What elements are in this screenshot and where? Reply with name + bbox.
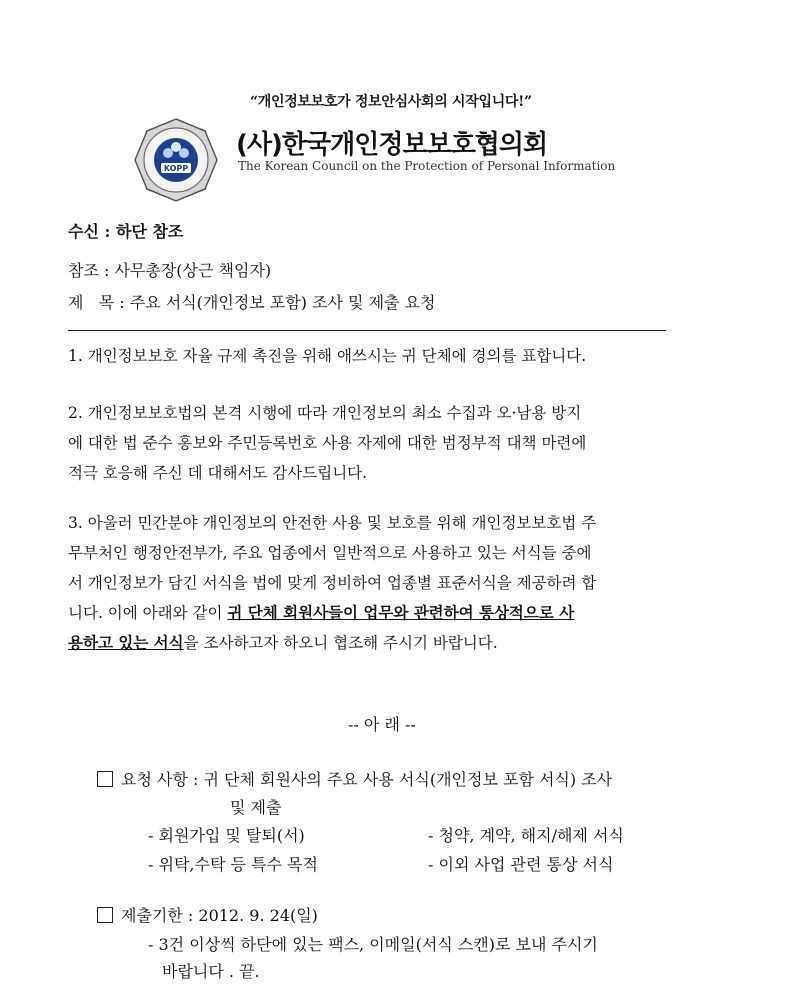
seal-text: KOPP <box>163 164 189 173</box>
organization-name-english: The Korean Council on the Protection of Personal Information <box>238 159 616 173</box>
checkbox-icon <box>97 771 113 787</box>
deadline-item <box>97 903 318 926</box>
section-heading: -- 아 래 -- <box>348 715 416 734</box>
paragraph-3 <box>68 508 596 658</box>
paragraph-1-text: 1. 개인정보보호 자율 규제 촉진을 위해 애쓰시는 귀 단체에 경의를 표합니다. <box>68 347 587 365</box>
paragraph-3-line-2: 무부처인 행정안전부가, 주요 업종에서 일반적으로 사용하고 있는 서식들 중에 <box>68 544 592 562</box>
paragraph-2 <box>68 398 586 488</box>
recipient-line: 수신 : 하단 참조 <box>68 222 184 241</box>
slogan: “개인정보보호가 정보안심사회의 시작입니다!” <box>250 94 532 110</box>
list-item: - 이외 사업 관련 통상 서식 <box>428 855 614 874</box>
checkbox-icon <box>97 907 113 923</box>
paragraph-2-line-2: 에 대한 법 준수 홍보와 주민등록번호 사용 자제에 대한 범정부적 대책 마련에 <box>68 434 587 452</box>
emphasized-text-cont: 용하고 있는 서식 <box>68 633 184 652</box>
paragraph-2-line-1: 2. 개인정보보호법의 본격 시행에 따라 개인정보의 최소 수집과 오·남용 방지 <box>68 404 582 422</box>
request-line-2: 및 제출 <box>230 798 282 817</box>
list-item: - 위탁,수탁 등 특수 목적 <box>148 855 318 874</box>
list-item: - 청약, 계약, 해지/해제 서식 <box>428 826 624 845</box>
subject-line: 제 목 : 주요 서식(개인정보 포함) 조사 및 제출 요청 <box>68 293 436 312</box>
emphasized-text: 귀 단체 회원사들이 업무와 관련하여 통상적으로 사 <box>227 603 575 622</box>
request-item <box>97 767 612 790</box>
paragraph-3-line-5 <box>68 628 596 658</box>
deadline-text: 제출기한 : 2012. 9. 24(일) <box>121 906 318 925</box>
paragraph-3-line-1: 3. 아울러 민간분야 개인정보의 안전한 사용 및 보호를 위해 개인정보보호법 주 <box>68 514 597 532</box>
paragraph-3-line-4 <box>68 598 596 628</box>
list-item: - 회원가입 및 탈퇴(서) <box>148 826 305 845</box>
paragraph-3-line-4-text: 니다. 이에 아래와 같이 <box>68 604 228 622</box>
organization-name-korean: (사)한국개인정보보호협의회 <box>236 130 548 160</box>
deadline-note-2: 바랍니다 . 끝. <box>162 962 260 981</box>
divider <box>68 330 666 331</box>
paragraph-1 <box>68 341 586 371</box>
organization-seal-icon <box>133 117 219 203</box>
request-line-1: 요청 사항 : 귀 단체 회원사의 주요 사용 서식(개인정보 포함 서식) 조사 <box>121 770 613 789</box>
paragraph-2-line-3: 적극 호응해 주신 데 대해서도 감사드립니다. <box>68 464 368 482</box>
paragraph-3-line-3: 서 개인정보가 담긴 서식을 법에 맞게 정비하여 업종별 표준서식을 제공하려 합 <box>68 574 597 592</box>
reference-line: 참조 : 사무총장(상근 책임자) <box>68 261 272 280</box>
deadline-note-1: - 3건 이상씩 하단에 있는 팩스, 이메일(서식 스캔)로 보내 주시기 <box>148 935 598 954</box>
paragraph-3-line-5-text: 을 조사하고자 하오니 협조해 주시기 바랍니다. <box>183 634 498 652</box>
